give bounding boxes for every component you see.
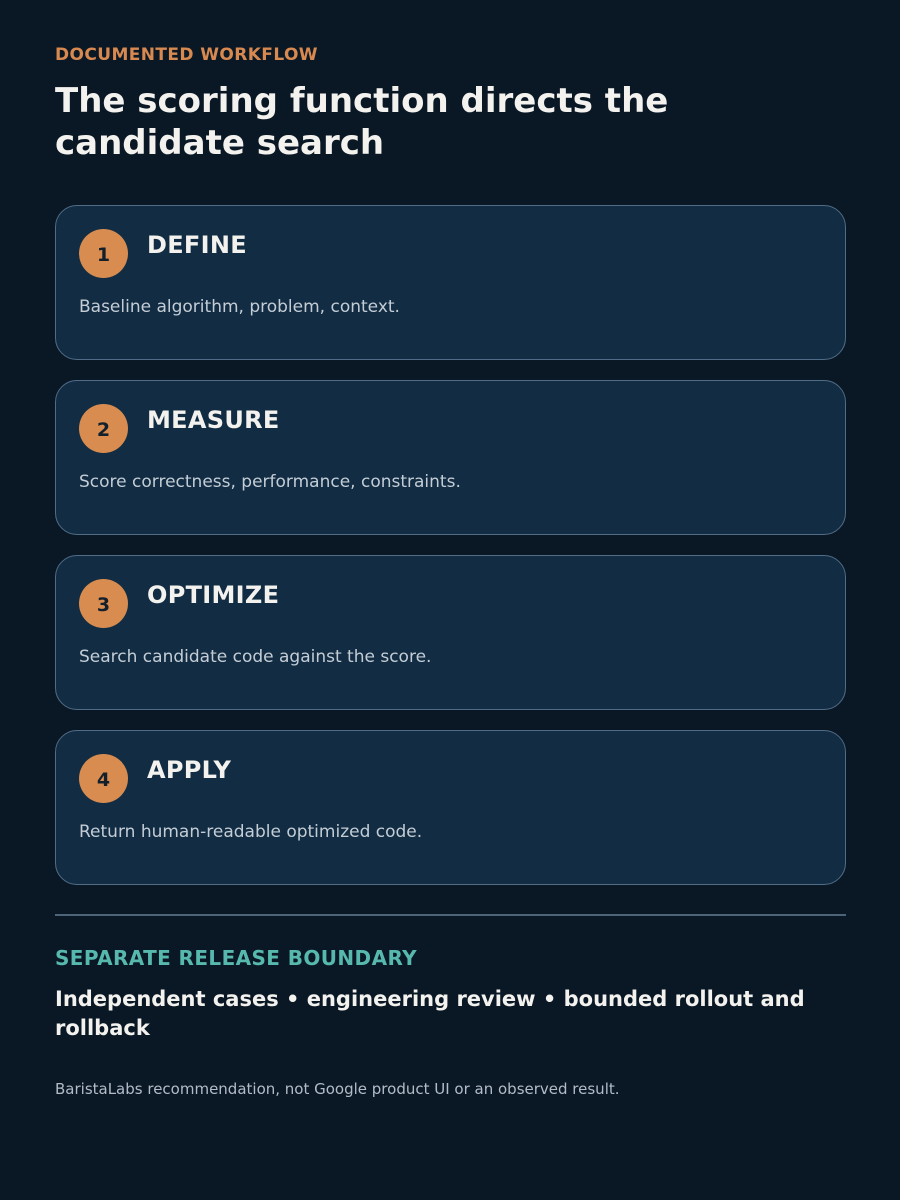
step-title: DEFINE [147,231,247,259]
step-description: Search candidate code against the score. [79,647,432,667]
step-card-define [55,205,846,360]
step-description: Baseline algorithm, problem, context. [79,297,400,317]
workflow-steps [55,205,846,905]
step-card-apply [55,730,846,885]
step-description: Score correctness, performance, constraints. [79,472,461,492]
section-divider [55,914,846,916]
step-number-badge: 3 [79,579,128,628]
eyebrow-label: DOCUMENTED WORKFLOW [55,45,318,65]
footnote: BaristaLabs recommendation, not Google product UI or an observed result. [55,1080,620,1098]
step-title: MEASURE [147,406,280,434]
step-number-badge: 1 [79,229,128,278]
step-title: OPTIMIZE [147,581,280,609]
boundary-text: Independent cases • engineering review • bounded rollout and rollback [55,987,805,1040]
step-title: APPLY [147,756,232,784]
step-card-optimize [55,555,846,710]
page-title: The scoring function directs the candidate search [55,81,669,163]
step-number-badge: 4 [79,754,128,803]
step-card-measure [55,380,846,535]
step-number-badge: 2 [79,404,128,453]
step-description: Return human-readable optimized code. [79,822,423,842]
boundary-label: SEPARATE RELEASE BOUNDARY [55,946,418,970]
